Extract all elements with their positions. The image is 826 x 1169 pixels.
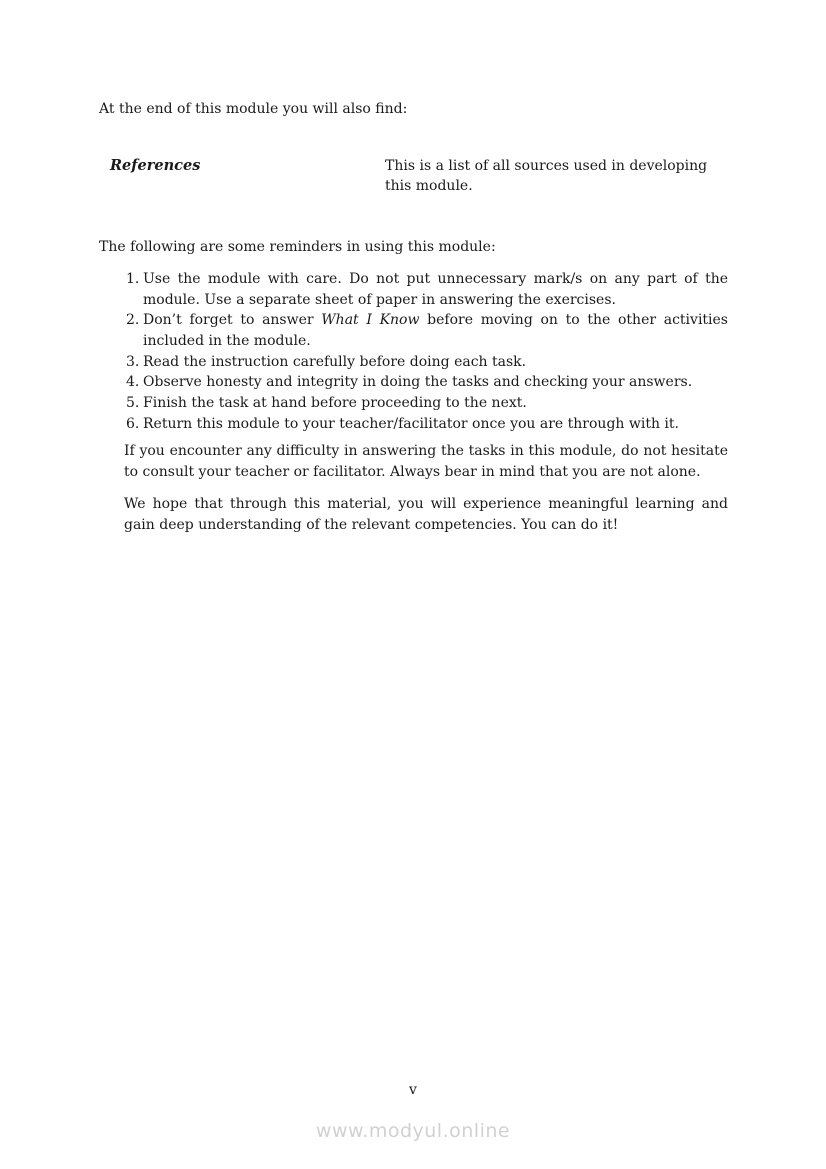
list-item	[99, 393, 728, 414]
references-label: References	[110, 156, 201, 174]
reminders-list	[99, 269, 728, 435]
list-item-text: Use the module with care. Do not put unnecessary mark/s on any part of the module. Use a separate sheet of paper in answering the exercises.	[143, 270, 728, 308]
list-item-number: 3.	[126, 353, 140, 370]
list-item	[99, 310, 728, 351]
references-description: This is a list of all sources used in developing this module.	[385, 157, 708, 195]
list-item-number: 4.	[126, 374, 140, 391]
watermark: www.modyul.online	[315, 1120, 511, 1142]
reminders-heading: The following are some reminders in using this module:	[99, 239, 496, 256]
list-item-text-pre: Don’t forget to answer	[143, 312, 322, 329]
list-item-text: Return this module to your teacher/facilitator once you are through with it.	[143, 415, 679, 432]
list-item-text-post: before moving on to the other activities included in the module.	[143, 312, 728, 349]
references-row	[99, 156, 728, 197]
list-item-text: Read the instruction carefully before doing each task.	[143, 353, 527, 370]
page-content	[99, 99, 728, 535]
page-number: v	[409, 1082, 417, 1098]
paragraph-difficulty: If you encounter any difficulty in answering the tasks in this module, do not hesitate to consult your teacher or facilitator. Always bear in mind that you are not alone.	[124, 443, 728, 481]
list-item-text: Observe honesty and integrity in doing the tasks and checking your answers.	[143, 374, 693, 391]
list-item	[99, 414, 728, 435]
list-item	[99, 352, 728, 373]
list-item-number: 5.	[126, 395, 140, 412]
list-item-text: Finish the task at hand before proceeding to the next.	[143, 395, 527, 412]
list-item-text-emphasis: What I Know	[321, 312, 420, 329]
list-item-number: 6.	[126, 415, 140, 432]
paragraph-hope: We hope that through this material, you will experience meaningful learning and gain deep understanding of the relevant competencies. You can do it!	[124, 495, 728, 533]
list-item	[99, 372, 728, 393]
intro-text: At the end of this module you will also find:	[99, 101, 408, 117]
list-item-text	[143, 312, 728, 349]
list-item-number: 2.	[126, 312, 140, 329]
list-item-number: 1.	[126, 270, 140, 287]
list-item	[99, 269, 728, 310]
